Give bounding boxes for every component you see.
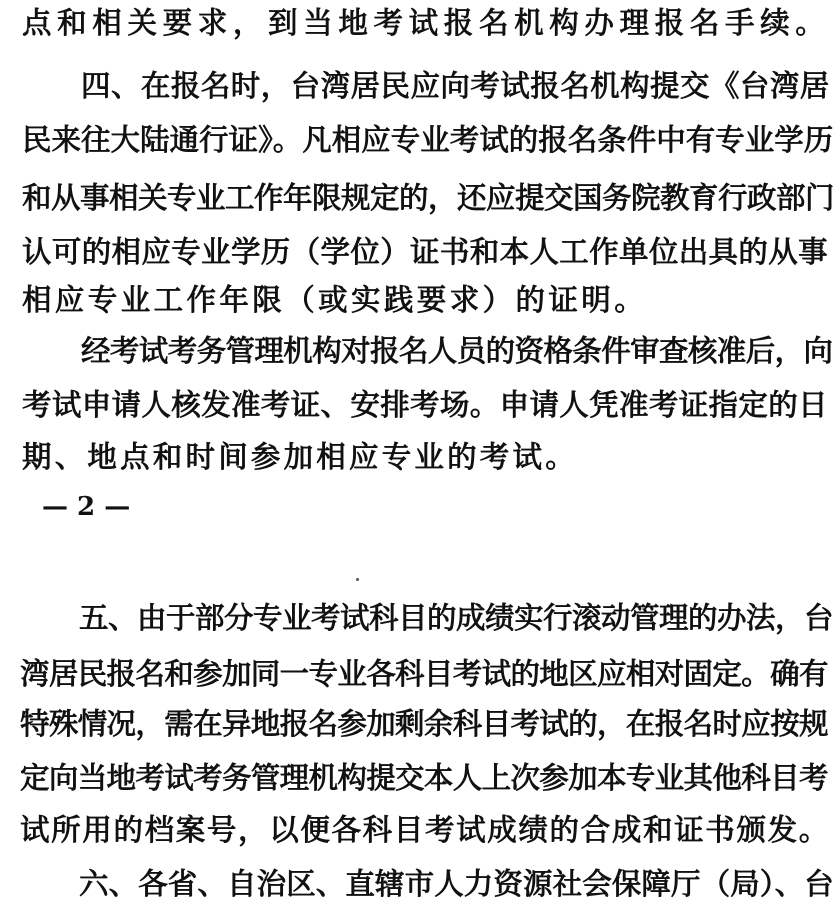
text-line: 试所用的档案号，以便各科目考试成绩的合成和证书颁发。 [20, 812, 830, 847]
text-line: 期、地点和时间参加相应专业的考试。 [22, 439, 578, 474]
text-line: 相应专业工作年限（或实践要求）的证明。 [22, 282, 648, 317]
text-line: 特殊情况，需在异地报名参加剩余科目考试的，在报名时应按规 [20, 706, 828, 741]
text-line: 四、在报名时，台湾居民应向考试报名机构提交《台湾居 [81, 68, 830, 103]
text-line: 经考试考务管理机构对报名人员的资格条件审查核准后，向 [81, 333, 833, 368]
text-line: 湾居民报名和参加同一专业各科目考试的地区应相对固定。确有 [20, 656, 828, 691]
text-line: 六、各省、自治区、直辖市人力资源社会保障厅（局）、台 [79, 866, 834, 899]
text-line: 认可的相应专业学历（学位）证书和本人工作单位出具的从事 [22, 234, 828, 269]
scan-speck [356, 578, 359, 581]
text-line: 点和相关要求，到当地考试报名机构办理报名手续。 [22, 5, 831, 40]
text-line: 考试申请人核发准考证、安排考场。申请人凭准考证指定的日 [22, 387, 828, 422]
text-line: 五、由于部分专业考试科目的成绩实行滚动管理的办法，台 [79, 600, 834, 635]
text-line: 民来往大陆通行证》。凡相应专业考试的报名条件中有专业学历 [22, 122, 834, 157]
text-line: 和从事相关专业工作年限规定的，还应提交国务院教育行政部门 [22, 180, 835, 215]
text-line: 定向当地考试考务管理机构提交本人上次参加本专业其他科目考 [20, 760, 828, 795]
page-number: — 2 — [42, 492, 131, 522]
